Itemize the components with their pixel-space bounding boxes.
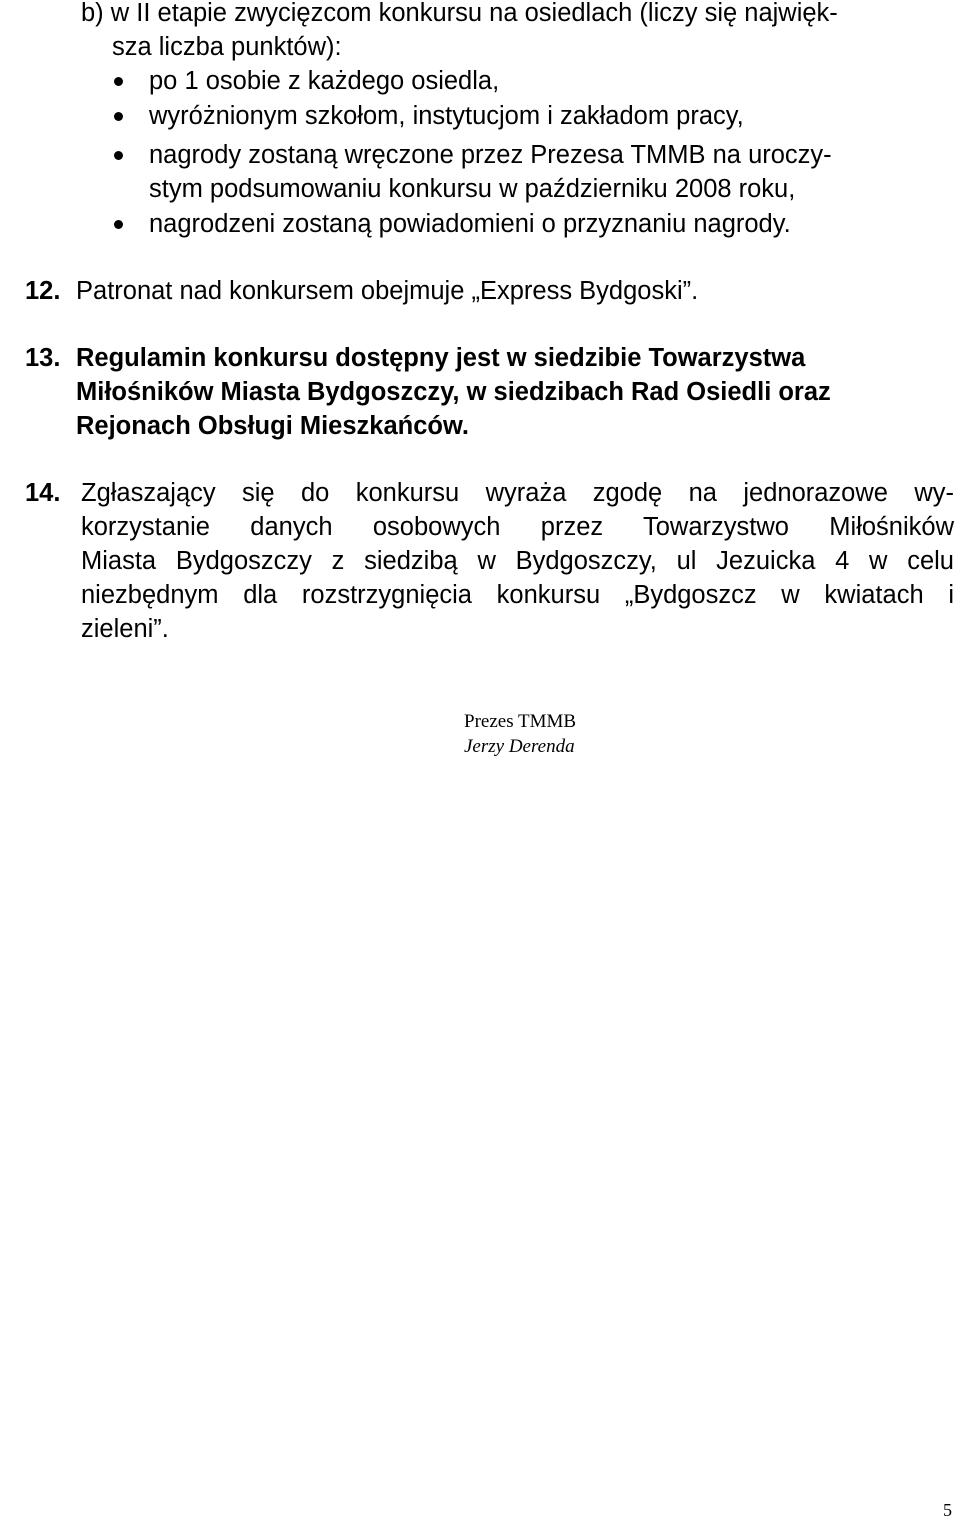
item-13-line-1: Regulamin konkursu dostępny jest w siedzibie Towarzystwa — [76, 344, 806, 372]
bullet-icon — [114, 77, 123, 86]
bullet-icon — [114, 220, 123, 229]
bullet-item-3-continuation: stym podsumowaniu konkursu w październiku 2008 roku, — [149, 175, 796, 203]
item-14-line-2: korzystanie danych osobowych przez Towarzystwo Miłośników — [81, 513, 954, 541]
bullet-item-2: wyróżnionym szkołom, instytucjom i zakładom pracy, — [149, 102, 744, 130]
item-14-line-4: niezbędnym dla rozstrzygnięcia konkursu „Bydgoszcz w kwiatach i — [81, 581, 954, 609]
item-14-line-3: Miasta Bydgoszczy z siedzibą w Bydgoszczy, ul Jezuicka 4 w celu — [81, 547, 954, 575]
bullet-item-3: nagrody zostaną wręczone przez Prezesa TMMB na uroczy- — [149, 141, 832, 169]
item-12-number: 12. — [25, 277, 61, 305]
item-13-line-2: Miłośników Miasta Bydgoszczy, w siedzibach Rad Osiedli oraz — [76, 378, 831, 406]
item-13-line-3: Rejonach Obsługi Mieszkańców. — [76, 412, 469, 440]
page-number: 5 — [943, 1500, 952, 1520]
section-b-intro-line-1: b) w II etapie zwycięzcom konkursu na osiedlach (liczy się najwięk- — [81, 0, 838, 27]
signature-title: Prezes TMMB — [464, 711, 577, 732]
section-b-intro-line-2: sza liczba punktów): — [112, 33, 342, 61]
item-14-line-1: Zgłaszający się do konkursu wyraża zgodę na jednorazowe wy- — [81, 479, 954, 507]
item-14-line-5: zieleni”. — [81, 615, 169, 643]
item-12-text: Patronat nad konkursem obejmuje „Express Bydgoski”. — [76, 277, 699, 305]
bullet-icon — [114, 151, 123, 160]
signature-name: Jerzy Derenda — [464, 736, 575, 757]
bullet-item-4: nagrodzeni zostaną powiadomieni o przyznaniu nagrody. — [149, 210, 791, 238]
item-14-number: 14. — [25, 479, 61, 507]
item-13-number: 13. — [25, 344, 61, 372]
bullet-icon — [114, 112, 123, 121]
bullet-item-1: po 1 osobie z każdego osiedla, — [149, 67, 500, 95]
